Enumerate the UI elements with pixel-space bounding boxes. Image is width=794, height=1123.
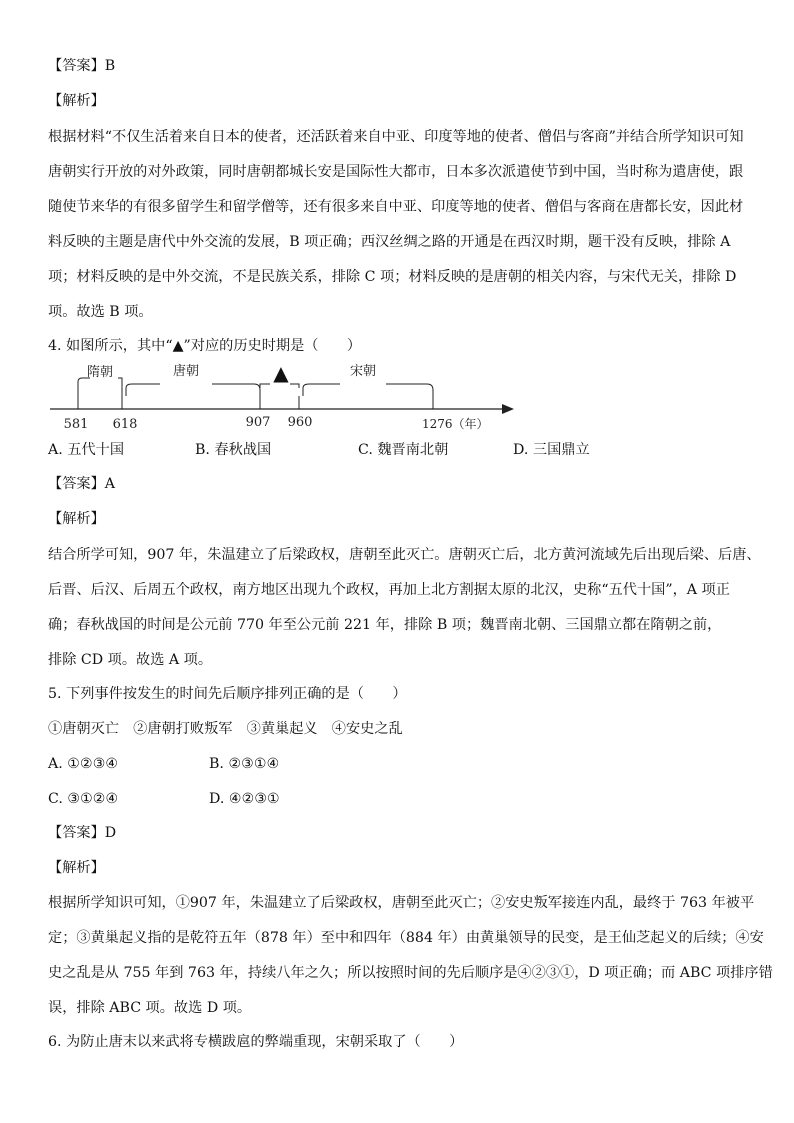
q5-events: ①唐朝灭亡 ②唐朝打败叛军 ③黄巢起义 ④安史之乱: [48, 721, 403, 737]
q5-analysis-line: 误，排除 ABC 项。故选 D 项。: [48, 1000, 252, 1016]
period-label: 唐朝: [172, 364, 200, 379]
q3-answer-label: 【答案】B: [48, 58, 116, 74]
bracket-song: [303, 384, 433, 396]
q5-option-c: C. ③①②④: [48, 791, 119, 807]
bracket-sui: [78, 378, 122, 396]
q3-analysis-label: 【解析】: [48, 93, 105, 109]
q5-analysis-line: 史之乱是从 755 年到 763 年，持续八年之久；所以按照时间的先后顺序是④②③①，D 项正确；而 ABC 项排序错: [48, 965, 773, 981]
q3-analysis-line: 料反映的主题是唐代中外交流的发展，B 项正确；西汉丝绸之路的开通是在西汉时期，题干没有反映，排除 A: [48, 234, 731, 250]
q4-option-c: C. 魏晋南北朝: [358, 442, 449, 458]
q4-answer-label: 【答案】A: [48, 476, 115, 492]
q4-option-a: A. 五代十国: [48, 442, 125, 458]
q4-analysis-label: 【解析】: [48, 511, 105, 527]
q3-analysis-line: 项；材料反映的是中外交流，不是民族关系，排除 C 项；材料反映的是唐朝的相关内容，与宋代无关，排除 D: [48, 269, 737, 285]
q5-stem: 5. 下列事件按发生的时间先后顺序排列正确的是（ ）: [48, 686, 407, 702]
q5-analysis-label: 【解析】: [48, 860, 105, 876]
q6-stem: 6. 为防止唐末以来武将专横跋扈的弊端重现，宋朝采取了（ ）: [48, 1034, 464, 1050]
bracket-tang: [126, 384, 260, 396]
year-label: 581: [63, 417, 89, 432]
period-label: 宋朝: [349, 364, 377, 379]
year-label: 960: [287, 415, 313, 430]
q3-analysis-line: 项。故选 B 项。: [48, 304, 153, 320]
q4-option-d: D. 三国鼎立: [513, 442, 590, 458]
q5-analysis-line: 定；③黄巢起义指的是乾符五年（878 年）至中和四年（884 年）由黄巢领导的民变，是王仙芝起义的后续；④安: [48, 930, 764, 946]
q4-analysis-line: 后晋、后汉、后周五个政权，南方地区出现九个政权，再加上北方割据太原的北汉，史称“五代十国”，A 项正: [48, 582, 730, 598]
year-label: 907: [245, 415, 271, 430]
q4-analysis-line: 排除 CD 项。故选 A 项。: [48, 652, 213, 668]
timeline-arrow: [502, 404, 514, 414]
year-label: 618: [112, 417, 138, 432]
marker-triangle: ▲: [273, 361, 289, 385]
q5-analysis-line: 根据所学知识可知，①907 年，朱温建立了后梁政权，唐朝至此灭亡；②安史叛军接连内乱，最终于 763 年被平: [48, 895, 755, 911]
q3-analysis-line: 唐朝实行开放的对外政策，同时唐朝都城长安是国际性大都市，日本多次派遣使节到中国，当时称为遣唐使，跟: [48, 164, 744, 180]
q3-analysis-line: 随使节来华的有很多留学生和留学僧等，还有很多来自中亚、印度等地的使者、僧侣与客商在唐都长安，因此材: [48, 199, 744, 215]
period-label: 隋朝: [86, 365, 114, 380]
q4-stem: 4. 如图所示，其中“▲”对应的历史时期是（ ）: [48, 338, 362, 354]
q5-answer-label: 【答案】D: [48, 825, 117, 841]
year-label: 1276（年）: [422, 417, 489, 431]
q4-timeline: [40, 358, 530, 434]
q3-analysis-line: 根据材料“不仅生活着来自日本的使者，还活跃着来自中亚、印度等地的使者、僧侣与客商”并结合所学知识可知: [48, 129, 744, 145]
q5-option-d: D. ④②③①: [209, 791, 280, 807]
q4-option-b: B. 春秋战国: [195, 442, 272, 458]
q4-analysis-line: 结合所学可知，907 年，朱温建立了后梁政权，唐朝至此灭亡。唐朝灭亡后，北方黄河流域先后出现后梁、后唐、: [48, 547, 761, 563]
q5-option-a: A. ①②③④: [48, 756, 119, 772]
q5-option-b: B. ②③①④: [209, 756, 280, 772]
q4-analysis-line: 确；春秋战国的时间是公元前 770 年至公元前 221 年，排除 B 项；魏晋南北朝、三国鼎立都在隋朝之前，: [48, 617, 722, 633]
